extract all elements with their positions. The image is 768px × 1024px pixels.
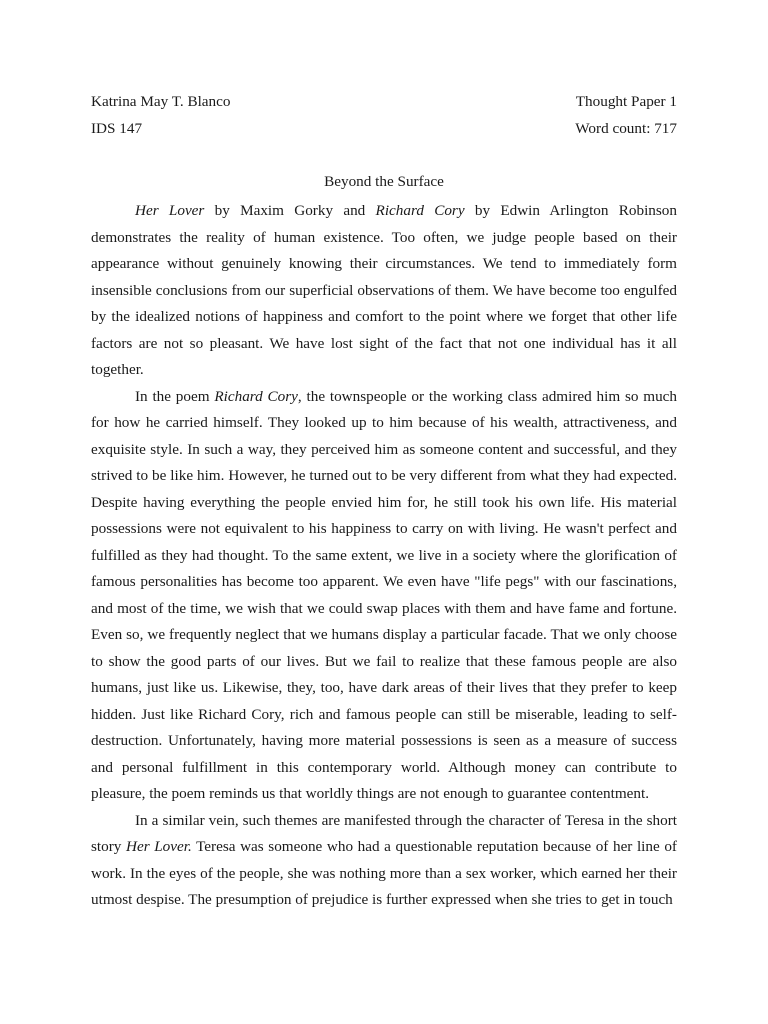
paragraph-text: by Maxim Gorky and bbox=[204, 202, 376, 219]
italic-title-text: Her Lover bbox=[135, 202, 205, 219]
header-row-2 bbox=[91, 119, 677, 139]
body-paragraph bbox=[91, 808, 677, 914]
paragraph-text: , the townspeople or the working class admired him so much for how he carried himself. They looked up to him because of his wealth, attractiveness, and exquisite style. In such a way, they perceived him as someone content and successful, and they strived to be like him. However, he turned out to be very different from what they had expected. Despite having everything the people envied him for, he still took his own life. His material possessions were not equivalent to his happiness to carry on with living. He wasn't perfect and fulfilled as they had thought. To the same extent, we live in a society where the glorification of famous personalities has become too apparent. We even have "life pegs" with our fascinations, and most of the time, we wish that we could swap places with them and have fame and fortune. Even so, we frequently neglect that we humans display a particular facade. That we only choose to show the good parts of our lives. But we fail to realize that these famous people are also humans, just like us. Likewise, they, too, have dark areas of their lives that they prefer to keep hidden. Just like Richard Cory, rich and famous people can still be miserable, leading to self-destruction. Unfortunately, having more material possessions is seen as a measure of success and personal fulfillment in this contemporary world. Although money can contribute to pleasure, the poem reminds us that worldly things are not enough to guarantee contentment. bbox=[91, 387, 677, 802]
body-paragraph bbox=[91, 198, 677, 384]
paragraph-text: In the poem bbox=[135, 387, 215, 405]
course-code: IDS 147 bbox=[91, 120, 143, 137]
document-body bbox=[91, 198, 677, 914]
paper-type: Thought Paper 1 bbox=[575, 93, 677, 110]
header-row-1 bbox=[91, 92, 677, 112]
italic-title-text: Richard Cory bbox=[214, 387, 298, 405]
document-title: Beyond the Surface bbox=[324, 173, 444, 190]
italic-title-text: Richard Cory bbox=[375, 202, 465, 219]
word-count: Word count: 717 bbox=[575, 120, 677, 137]
paragraph-text: Teresa was someone who had a questionable reputation because of her line of work. In the eyes of the people, she was nothing more than a sex worker, which earned her their utmost despise. The presumption of prejudice is further expressed when she tries to get in touch bbox=[91, 838, 677, 908]
author-name: Katrina May T. Blanco bbox=[91, 93, 231, 110]
paragraph-text: In a similar vein, such themes are manifested through the character of Teresa in the short story bbox=[91, 811, 677, 855]
paragraph-text: by Edwin Arlington Robinson demonstrates the reality of human existence. Too often, we judge people based on their appearance without genuinely knowing their circumstances. We tend to immediately form insensible conclusions from our superficial observations of them. We have become too engulfed by the idealized notions of happiness and comfort to the point where we forget that other life factors are not so pleasant. We have lost sight of the fact that not one individual has it all together. bbox=[91, 202, 677, 378]
body-paragraph bbox=[91, 384, 677, 808]
italic-title-text: Her Lover. bbox=[125, 838, 192, 855]
